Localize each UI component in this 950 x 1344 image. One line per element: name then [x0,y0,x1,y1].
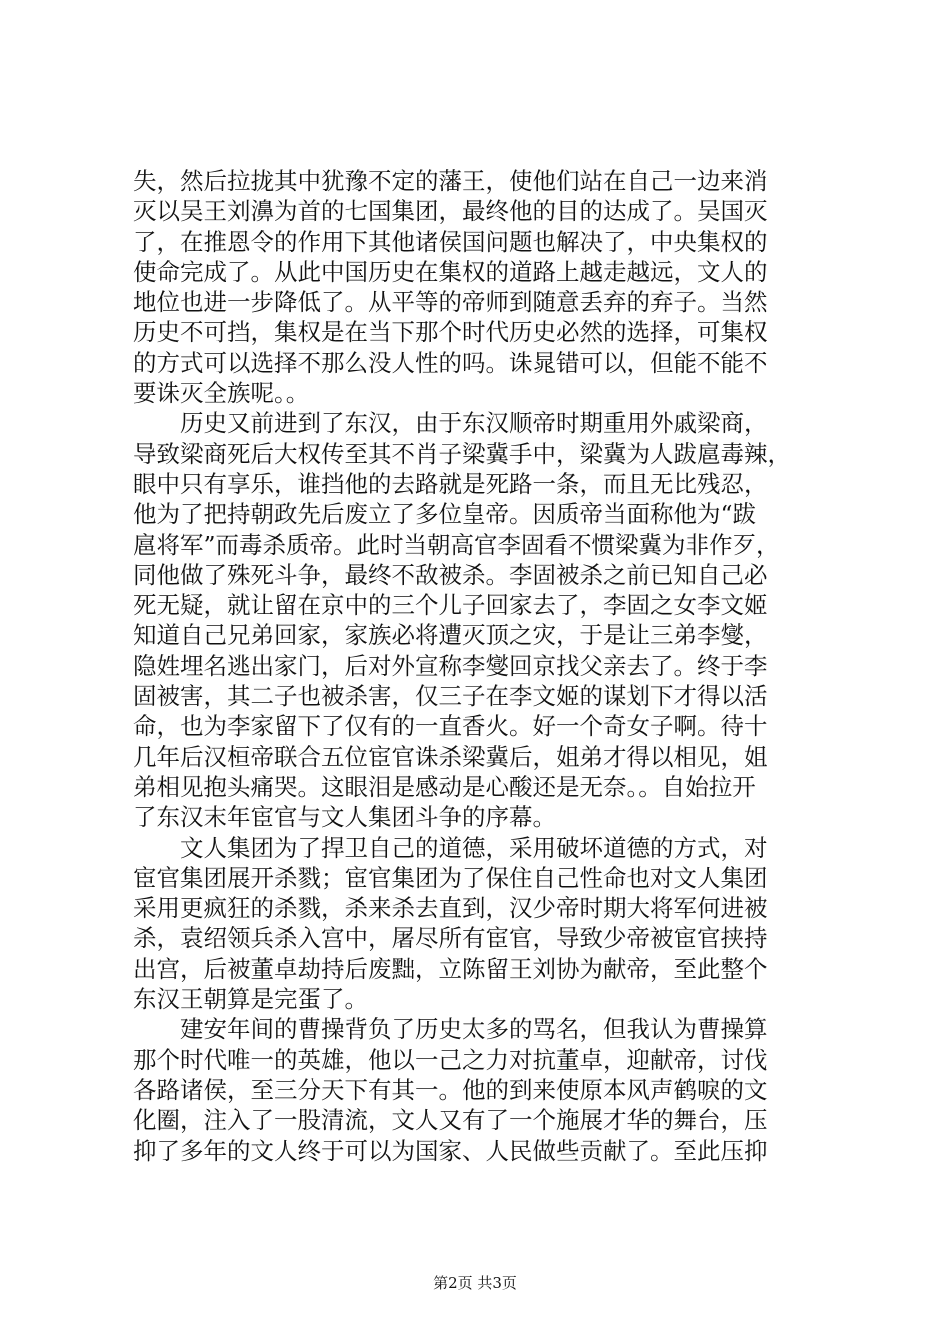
text-line: 建安年间的曹操背负了历史太多的骂名，但我认为曹操算 [133,1015,768,1044]
text-line: 杀，袁绍领兵杀入宫中，屠尽所有宦官，导致少帝被宦官挟持 [133,924,768,953]
text-line: 眼中只有享乐，谁挡他的去路就是死路一条，而且无比残忍， [133,469,768,498]
text-line: 那个时代唯一的英雄，他以一己之力对抗董卓，迎献帝，讨伐 [133,1045,768,1074]
text-line: 东汉王朝算是完蛋了。 [133,985,368,1014]
page-number-footer: 第2页 共3页 [433,1274,517,1292]
text-line: 化圈，注入了一股清流，文人又有了一个施展才华的舞台，压 [133,1106,768,1135]
text-line: 地位也进一步降低了。从平等的帝师到随意丢弃的弃子。当然 [133,288,768,317]
text-line: 了东汉末年宦官与文人集团斗争的序幕。 [133,803,556,832]
text-line: 的方式可以选择不那么没人性的吗。诛晁错可以，但能不能不 [133,348,768,377]
text-line: 失，然后拉拢其中犹豫不定的藩王，使他们站在自己一边来消 [133,167,768,195]
text-line: 采用更疯狂的杀戮，杀来杀去直到，汉少帝时期大将军何进被 [133,894,768,923]
text-line: 固被害，其二子也被杀害，仅三子在李文姬的谋划下才得以活 [133,682,768,711]
text-line: 各路诸侯，至三分天下有其一。他的到来使原本风声鹤唳的文 [133,1075,768,1104]
text-line: 要诛灭全族呢。。 [133,379,310,408]
body-text [133,166,833,1166]
text-line: 历史又前进到了东汉，由于东汉顺帝时期重用外戚梁商， [133,409,768,438]
text-line: 扈将军”而毒杀质帝。此时当朝高官李固看不惯梁冀为非作歹， [133,530,780,559]
text-line: 抑了多年的文人终于可以为国家、人民做些贡献了。至此压抑 [133,1136,768,1165]
text-line: 文人集团为了捍卫自己的道德，采用破坏道德的方式，对 [133,833,768,862]
text-line: 命，也为李家留下了仅有的一直香火。好一个奇女子啊。待十 [133,712,768,741]
text-line: 死无疑，就让留在京中的三个儿子回家去了，李固之女李文姬 [133,591,768,620]
text-line: 他为了把持朝政先后废立了多位皇帝。因质帝当面称他为“跋 [133,500,757,529]
text-line: 导致梁商死后大权传至其不肖子梁冀手中，梁冀为人跋扈毒辣， [133,439,791,468]
text-line: 了，在推恩令的作用下其他诸侯国问题也解决了，中央集权的 [133,227,768,256]
text-line: 同他做了殊死斗争，最终不敌被杀。李固被杀之前已知自己必 [133,560,768,589]
text-line: 使命完成了。从此中国历史在集权的道路上越走越远，文人的 [133,257,768,286]
text-line: 隐姓埋名逃出家门，后对外宣称李燮回京找父亲去了。终于李 [133,651,768,680]
text-line: 知道自己兄弟回家，家族必将遭灭顶之灾，于是让三弟李燮， [133,621,768,650]
text-line: 宦官集团展开杀戮；宦官集团为了保住自己性命也对文人集团 [133,863,768,892]
text-line: 几年后汉桓帝联合五位宦官诛杀梁冀后，姐弟才得以相见，姐 [133,742,768,771]
text-line: 历史不可挡，集权是在当下那个时代历史必然的选择，可集权 [133,318,768,347]
text-line: 灭以吴王刘濞为首的七国集团，最终他的目的达成了。吴国灭 [133,197,768,226]
text-line: 出宫，后被董卓劫持后废黜，立陈留王刘协为献帝，至此整个 [133,954,768,983]
text-line: 弟相见抱头痛哭。这眼泪是感动是心酸还是无奈。。自始拉开 [133,772,756,801]
